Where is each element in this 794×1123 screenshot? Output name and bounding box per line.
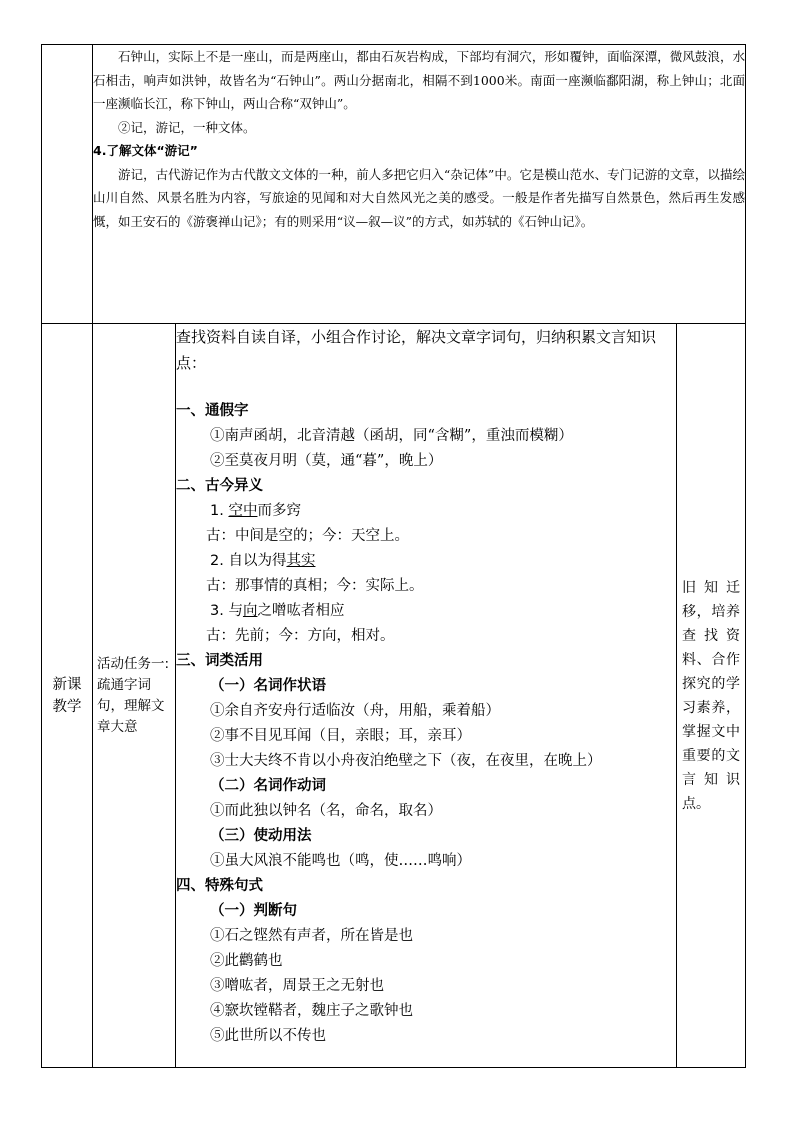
activity-label: 活动任务一:疏通字词句，理解文章大意 <box>93 324 176 1068</box>
list-item <box>176 599 676 624</box>
list-item: ⑤此世所以不传也 <box>210 1028 326 1044</box>
item-text: 与 <box>228 603 243 619</box>
background-cell <box>93 45 746 324</box>
list-item: ②事不目见耳闻（目，亲眼；耳，亲耳） <box>210 728 471 744</box>
list-item: ②至莫夜月明（莫，通“暮”，晚上） <box>210 453 443 469</box>
list-item: ③噌吰者，周景王之无射也 <box>210 978 384 994</box>
subsection-title: （一）名词作状语 <box>210 678 326 694</box>
list-item: ①余自齐安舟行适临汝（舟，用船，乘着船） <box>210 703 500 719</box>
list-item: ①石之铿然有声者，所在皆是也 <box>210 928 413 944</box>
item-number: 1. <box>210 503 224 519</box>
goal-label: 旧知迁移，培养查找资料、合作探究的学习素养，掌握文中重要的文言知识点。 <box>677 324 746 1068</box>
list-item <box>176 549 676 574</box>
subsection-title: （二）名词作动词 <box>210 778 326 794</box>
travelogue-note: ②记，游记，一种文体。 <box>118 119 256 135</box>
intro-row <box>42 45 746 324</box>
section-tongjiazi: 一、通假字 <box>176 403 249 419</box>
activity-intro: 查找资料自读自译，小组合作讨论，解决文章字词句，归纳积累文言知识点： <box>176 328 657 372</box>
list-item: ①虽大风浪不能鸣也（鸣，使……鸣响） <box>210 853 471 869</box>
section-gujinyiyi: 二、古今异义 <box>176 478 263 494</box>
genre-paragraph: 游记，古代游记作为古代散文文体的一种，前人多把它归入“杂记体”中。它是模山范水、专门记游的文章，以描绘山川自然、风景名胜为内容，写旅途的见闻和对大自然风光之美的感受。一般是作者先描写自然景色，然后再生发感慨，如王安石的《游褒禅山记》；有的则采用“议—叙—议”的方式，如苏轼的《石钟山记》。 <box>93 166 745 229</box>
list-item: ①南声函胡，北音清越（函胡，同“含糊”，重浊而模糊） <box>210 428 573 444</box>
list-item <box>176 499 676 524</box>
item-text: 而多窍 <box>257 503 301 519</box>
list-item: ③士大夫终不肯以小舟夜泊绝壁之下（夜，在夜里，在晚上） <box>210 753 602 769</box>
list-item: ④窾坎镗鞳者，魏庄子之歌钟也 <box>210 1003 413 1019</box>
section-cileihuoyong: 三、词类活用 <box>176 653 263 669</box>
list-item: 古：那事情的真相；今：实际上。 <box>206 578 424 594</box>
item-number: 3. <box>210 603 224 619</box>
section-teshujushi: 四、特殊句式 <box>176 878 263 894</box>
activity-content <box>176 324 677 1068</box>
teaching-row <box>42 324 746 1068</box>
underlined-term: 向 <box>242 603 258 619</box>
underlined-term: 空中 <box>228 503 258 519</box>
subsection-title: （一）判断句 <box>210 903 297 919</box>
list-item: ①而此独以钟名（名，命名，取名） <box>210 803 442 819</box>
list-item: ②此鹳鹤也 <box>210 953 283 969</box>
item-text: 自以为得 <box>228 553 287 569</box>
item-number: 2. <box>210 553 224 569</box>
lesson-table <box>41 44 746 1068</box>
subsection-title: （三）使动用法 <box>210 828 312 844</box>
item-text: 之噌吰者相应 <box>257 603 345 619</box>
section-label: 新课教学 <box>42 324 93 1068</box>
genre-heading: 4.了解文体“游记” <box>93 143 198 158</box>
shizhongshan-paragraph: 石钟山，实际上不是一座山，而是两座山，都由石灰岩构成，下部均有洞穴，形如覆钟，面临深潭，微风鼓浪，水石相击，响声如洪钟，故皆名为“石钟山”。两山分据南北，相隔不到1000米。南面一座濒临鄱阳湖，称上钟山；北面一座濒临长江，称下钟山，两山合称“双钟山”。 <box>93 49 745 111</box>
empty-cell-left <box>42 45 93 324</box>
list-item: 古：中间是空的；今：天空上。 <box>206 528 409 544</box>
list-item: 古：先前；今：方向，相对。 <box>206 628 395 644</box>
underlined-term: 其实 <box>286 553 316 569</box>
